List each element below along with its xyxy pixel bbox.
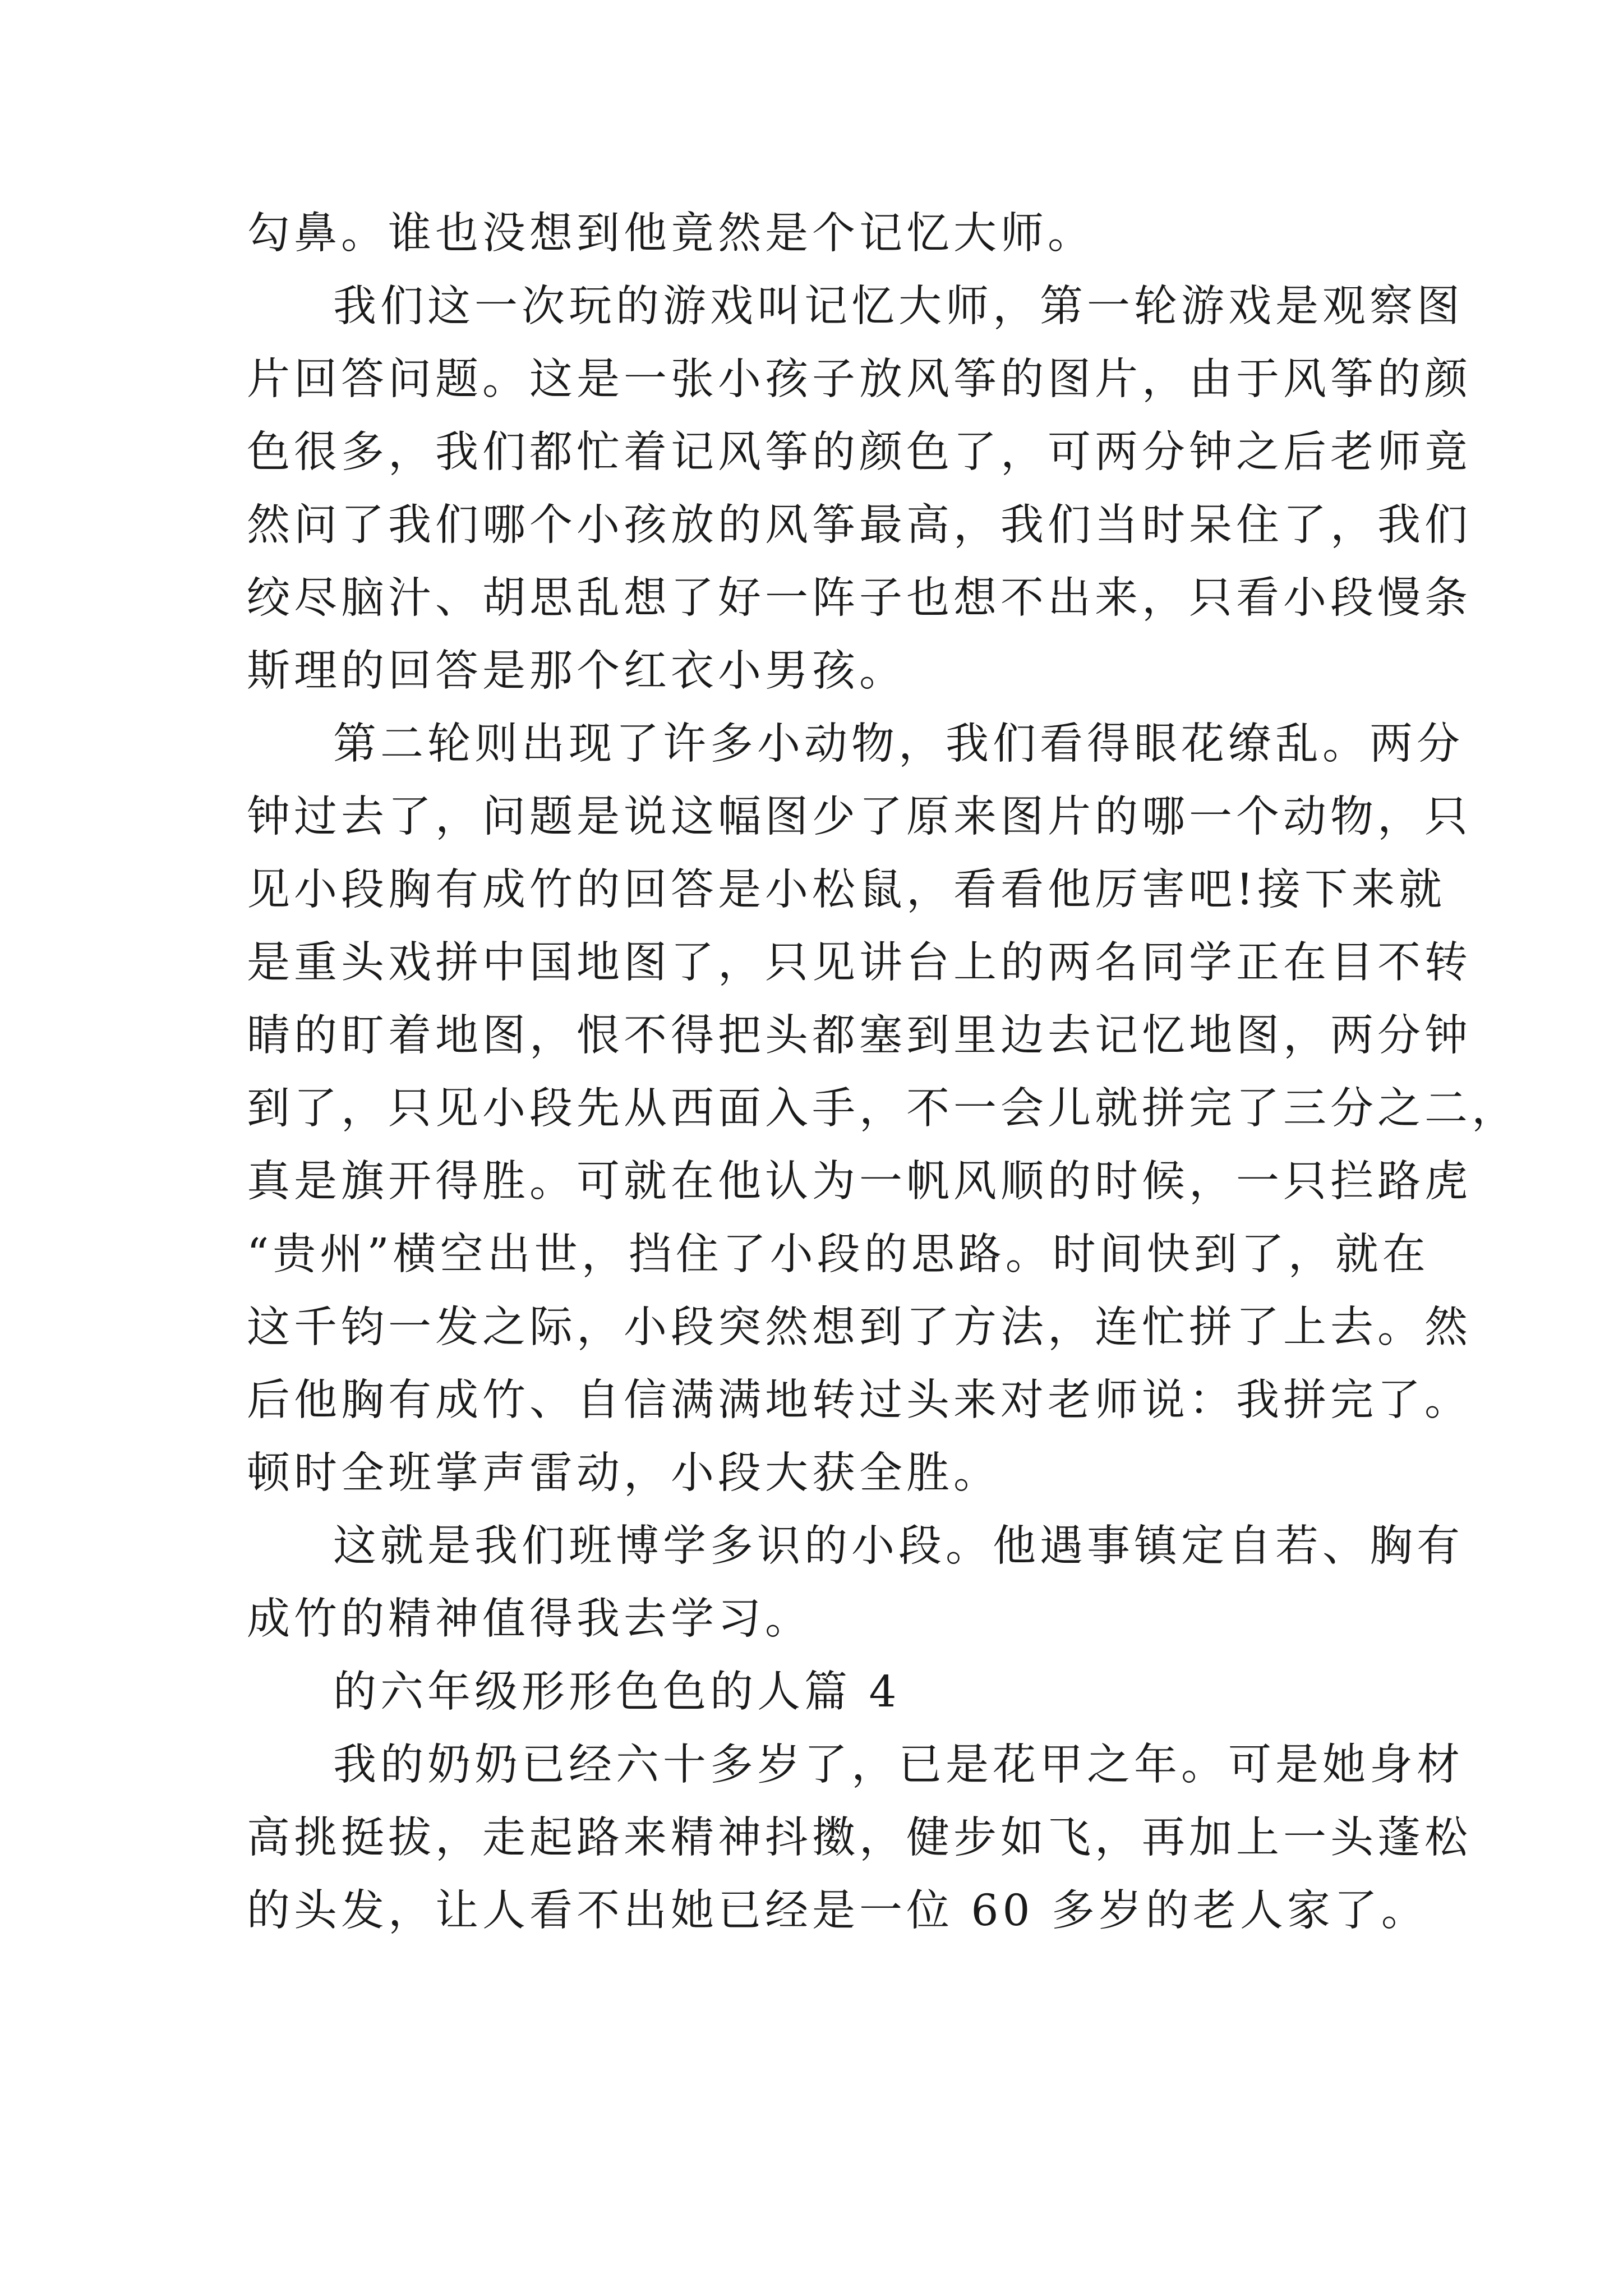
document-body (247, 197, 1519, 1948)
text-line: 勾鼻。谁也没想到他竟然是个记忆大师。 (247, 209, 1095, 259)
text-line: 第二轮则出现了许多小动物，我们看得眼花缭乱。两分 (333, 719, 1464, 769)
text-line: 成竹的精神值得我去学习。 (247, 1594, 812, 1644)
text-line: 见小段胸有成竹的回答是小松鼠，看看他厉害吧!接下来就 (247, 865, 1446, 915)
text-line: 高挑挺拔，走起路来精神抖擞，健步如飞，再加上一头蓬松 (247, 1813, 1472, 1863)
text-line: 斯理的回答是那个红衣小男孩。 (247, 646, 906, 696)
text-line: 色很多，我们都忙着记风筝的颜色了，可两分钟之后老师竟 (247, 427, 1472, 477)
text-line: 睛的盯着地图，恨不得把头都塞到里边去记忆地图，两分钟 (247, 1011, 1472, 1061)
text-line: 这就是我们班博学多识的小段。他遇事镇定自若、胸有 (333, 1521, 1464, 1571)
text-line: 这千钧一发之际，小段突然想到了方法，连忙拼了上去。然 (247, 1303, 1472, 1352)
text-line: 到了，只见小段先从西面入手，不一会儿就拼完了三分之二， (247, 1084, 1519, 1134)
text-line: 我们这一次玩的游戏叫记忆大师，第一轮游戏是观察图 (333, 282, 1464, 332)
text-line: 后他胸有成竹、自信满满地转过头来对老师说：我拼完了。 (247, 1375, 1472, 1425)
text-line: 绞尽脑汁、胡思乱想了好一阵子也想不出来，只看小段慢条 (247, 573, 1472, 623)
text-line: 是重头戏拼中国地图了，只见讲台上的两名同学正在目不转 (247, 938, 1472, 988)
text-line: 真是旗开得胜。可就在他认为一帆风顺的时候，一只拦路虎 (247, 1157, 1472, 1207)
text-line: 片回答问题。这是一张小孩子放风筝的图片，由于风筝的颜 (247, 355, 1472, 404)
text-line: 的头发，让人看不出她已经是一位 60 多岁的老人家了。 (247, 1886, 1428, 1936)
text-line: 我的奶奶已经六十多岁了，已是花甲之年。可是她身材 (333, 1740, 1464, 1790)
text-line: “贵州”横空出世，挡住了小段的思路。时间快到了，就在 (247, 1230, 1430, 1280)
text-line: 然问了我们哪个小孩放的风筝最高，我们当时呆住了，我们 (247, 500, 1472, 550)
text-line: 顿时全班掌声雷动，小段大获全胜。 (247, 1448, 1000, 1498)
text-line: 钟过去了，问题是说这幅图少了原来图片的哪一个动物，只 (247, 792, 1472, 842)
section-heading: 的六年级形形色色的人篇 4 (333, 1667, 901, 1717)
